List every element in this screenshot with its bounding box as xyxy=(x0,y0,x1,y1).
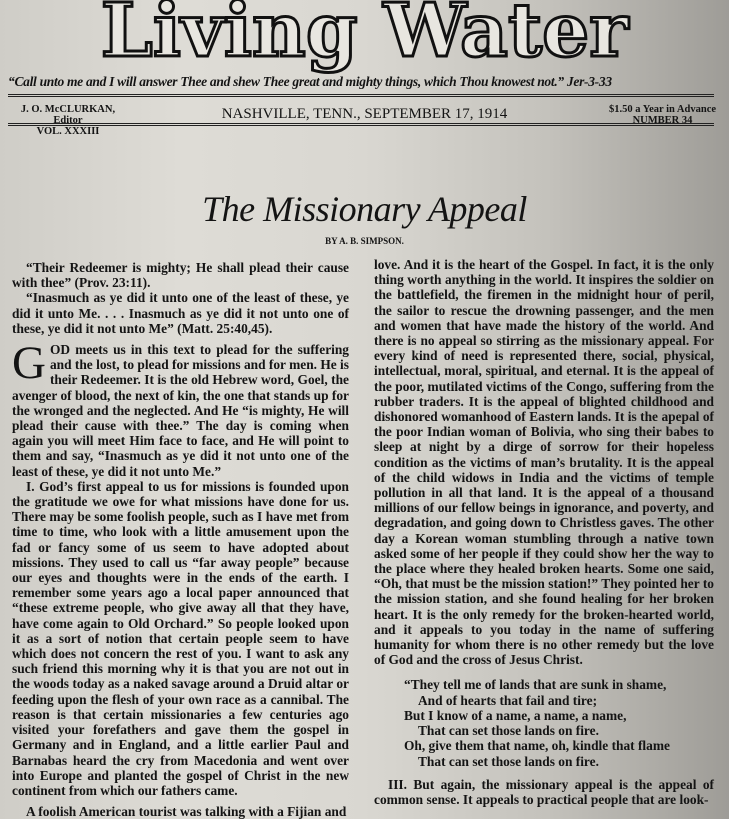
editor-name: J. O. McCLURKAN, Editor xyxy=(20,104,116,126)
volume-number: VOL. XXXIII xyxy=(36,126,100,137)
paragraph: GOD meets us in this text to plead for the suffering and the lost, to plead for missions and for men. He is their Redeemer. It is the old Hebrew word, Goel, the avenger of blood, the next of kin, the one that stands up for the wronged and the neglected. And He “is mighty, He will plead their cause with thee.” The day is coming when again you will meet Him face to face, and He will point to them and say, “Inasmuch as ye did it not unto one of the least of these, ye did it not unto Me.” xyxy=(12,337,349,479)
article-column-left xyxy=(12,260,349,819)
epigraph: “Their Redeemer is mighty; He shall plead their cause with thee” (Prov. 23:11). xyxy=(12,260,349,291)
article-byline: BY A. B. SIMPSON. xyxy=(325,236,404,246)
paragraph: love. And it is the heart of the Gospel. In fact, it is the only thing worth anything in the world. It inspires the soldier on the battlefield, the firemen in the midnight hour of peril, the sailor to rescue the drowning passenger, and the men and women that have made the history of the world. And there is no appeal so stirring as the missionary appeal. For every kind of need is represented there, social, physical, intellectual, moral, spiritual, and eternal. It is the appeal of the poor, mutilated victims of the Congo, suffering from the rubber traders. It is the appeal of blighted childhood and dishonored womanhood of Eastern lands. It is the apepal of the poor Indian woman of Bolivia, who sing their babes to sleep at night by a dirge of sorrow for their hopeless condition as the victims of man’s brutality. It is the appeal of the child widows in India and the victims of temple pollution in all that land. It is the appeal of a thousand millions of our fellow beings in ignorance, and poverty, and degradation, and going down to Christless gaves. The other day a Korean woman stumbling through a native town asked some of her people if they could show her the way to the place where they healed broken hearts. Some one said, “Oh, that must be the mission station!” They pointed her to the mission station, and she found healing for her broken heart. It is the only remedy for the broken-hearted world, and it appeals to you today in the name of suffering humanity for whom there is no other remedy but the love of God and the cross of Jesus Christ. xyxy=(374,257,714,668)
verse-line: “They tell me of lands that are sunk in shame, xyxy=(404,677,667,693)
dateline: NASHVILLE, TENN., SEPTEMBER 17, 1914 xyxy=(221,106,508,122)
verse-line: That can set those lands on fire. xyxy=(418,723,599,739)
subscription-price: $1.50 a Year in Advance xyxy=(608,104,717,115)
paragraph: A foolish American tourist was talking with a Fijian and xyxy=(26,804,347,819)
epigraph: “Inasmuch as ye did it unto one of the least of these, ye did it unto Me. . . . Inasmuch as ye did it not unto one of these, ye did it not unto Me” (Matt. 25:40,45). xyxy=(12,290,349,336)
masthead-rule-top xyxy=(8,94,714,97)
drop-cap: G xyxy=(12,337,46,390)
paragraph: I. God’s first appeal to us for missions is founded upon the gratitude we owe for what missions have done for us. There may be some foolish people, such as I have met from time to time, who look with a little amusement upon the fad or fancy some of us seem to have adopted about missions. They used to call us “far away people” because our eyes and thoughts were in the ends of the earth. I remember some years ago a local paper announced that “these extreme people, who give away all that they have, have come again to Old Orchard.” So people looked upon it as a sort of notion that certain people seem to have which does not concern the rest of you. I want to ask any such friend this morning why it is that you are not out in the woods today as a naked savage around a Druid altar or feeding upon the flesh of your own race as a cannibal. The reason is that certain missionaries a few centuries ago visited your forefathers and gave them the gospel in Germany and in England, and a little earlier Paul and Barnabas heard the cry from Macedonia and went over into Europe and planted the gospel of Christ in the new continent from which our fathers came. xyxy=(12,478,349,798)
verse-line: And of hearts that fail and tire; xyxy=(418,692,598,708)
poem-verse xyxy=(404,677,714,768)
paragraph: III. But again, the missionary appeal is the appeal of common sense. It appeals to practical people that are look- xyxy=(374,776,714,807)
verse-line: But I know of a name, a name, a name, xyxy=(404,707,627,723)
verse-line: Oh, give them that name, oh, kindle that flame xyxy=(404,738,670,754)
article-column-right xyxy=(374,257,714,807)
masthead-title: Living Water xyxy=(100,0,629,74)
verse-line: That can set those lands on fire. xyxy=(418,753,599,769)
masthead-rule-bottom xyxy=(8,123,714,126)
editor-volume-block xyxy=(8,104,128,137)
masthead-tagline: “Call unto me and I will answer Thee and shew Thee great and mighty things, which Thou knowest not.” Jer-3-33 xyxy=(8,74,612,89)
article-title: The Missionary Appeal xyxy=(202,189,527,229)
issue-number: NUMBER 34 xyxy=(632,115,693,126)
